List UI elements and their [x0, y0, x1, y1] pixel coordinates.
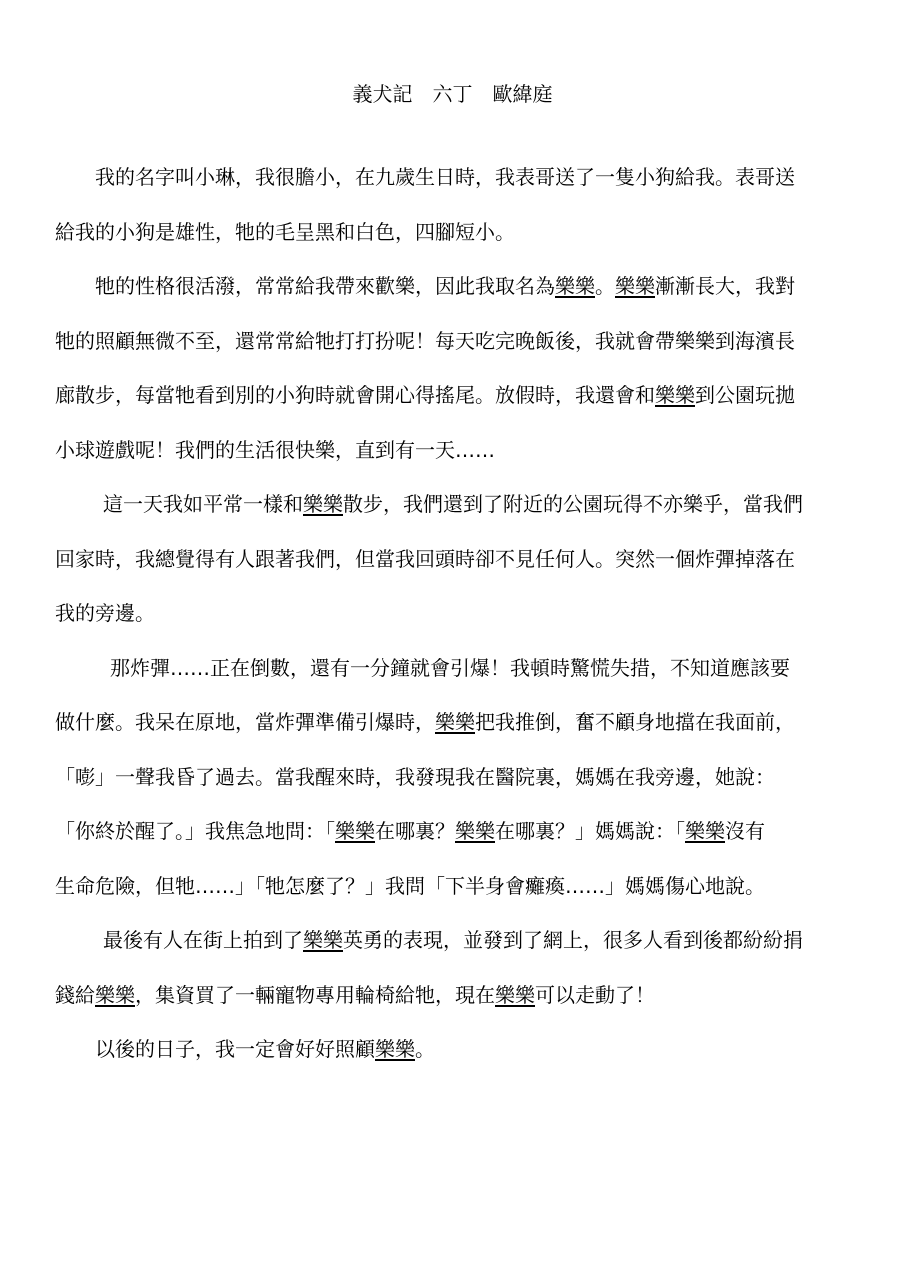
text-line	[55, 599, 155, 627]
text-line	[55, 327, 795, 355]
underlined-name: 樂樂	[303, 928, 343, 952]
text-run: 給我的小狗是雄性，牠的毛呈黑和白色，四腳短小。	[55, 220, 515, 244]
essay-title: 義犬記 六丁 歐緯庭	[352, 82, 553, 106]
text-run: 最後有人在街上拍到了	[103, 928, 303, 952]
text-run: 在哪裏？	[375, 819, 455, 843]
text-run: 把我推倒，奮不顧身地擋在我面前，	[475, 710, 795, 734]
text-run: ，集資買了一輛寵物專用輪椅給牠，現在	[135, 983, 495, 1007]
underlined-name: 樂樂	[455, 819, 495, 843]
text-line	[55, 218, 515, 246]
text-run: 散步，我們還到了附近的公園玩得不亦樂乎，當我們	[343, 492, 803, 516]
text-run: 到公園玩拋	[695, 383, 795, 407]
text-line	[55, 872, 765, 900]
text-line	[55, 926, 803, 954]
underlined-name: 樂樂	[335, 819, 375, 843]
text-run: 沒有	[725, 819, 765, 843]
text-line	[55, 981, 655, 1009]
text-run: 小球遊戲呢！我們的生活很快樂，直到有一天……	[55, 438, 495, 462]
text-run: 。	[415, 1037, 435, 1061]
text-line	[55, 272, 795, 300]
text-run: 以後的日子，我一定會好好照顧	[95, 1037, 375, 1061]
text-line	[55, 545, 795, 573]
text-line	[55, 1035, 435, 1063]
text-line	[55, 490, 803, 518]
text-run: 我的名字叫小琳，我很膽小，在九歲生日時，我表哥送了一隻小狗給我。表哥送	[95, 165, 795, 189]
text-run: 生命危險，但牠……」「牠怎麼了？」我問「下半身會癱瘓……」媽媽傷心地說。	[55, 874, 765, 898]
text-run: 可以走動了！	[535, 983, 655, 1007]
text-run: 做什麼。我呆在原地，當炸彈準備引爆時，	[55, 710, 435, 734]
text-line	[55, 763, 775, 791]
underlined-name: 樂樂	[655, 383, 695, 407]
underlined-name: 樂樂	[95, 983, 135, 1007]
text-run: 錢給	[55, 983, 95, 1007]
text-line	[55, 381, 795, 409]
text-run: 牠的照顧無微不至，還常常給牠打打扮呢！每天吃完晚飯後，我就會帶樂樂到海濱長	[55, 329, 795, 353]
text-run: 漸漸長大，我對	[655, 274, 795, 298]
underlined-name: 樂樂	[435, 710, 475, 734]
text-run: 在哪裏？」媽媽說：「	[495, 819, 685, 843]
text-line	[55, 436, 495, 464]
text-run: 英勇的表現，並發到了網上，很多人看到後都紛紛捐	[343, 928, 803, 952]
underlined-name: 樂樂	[303, 492, 343, 516]
underlined-name: 樂樂	[495, 983, 535, 1007]
text-line	[55, 708, 795, 736]
text-run: 牠的性格很活潑，常常給我帶來歡樂，因此我取名為	[95, 274, 555, 298]
text-run: 回家時，我總覺得有人跟著我們，但當我回頭時卻不見任何人。突然一個炸彈掉落在	[55, 547, 795, 571]
text-run: 那炸彈……正在倒數，還有一分鐘就會引爆！我頓時驚慌失措，不知道應該要	[110, 656, 790, 680]
text-run: 「嘭」一聲我昏了過去。當我醒來時，我發現我在醫院裏，媽媽在我旁邊，她說：	[55, 765, 775, 789]
text-run: 我的旁邊。	[55, 601, 155, 625]
text-line	[55, 163, 795, 191]
text-run: 廊散步，每當牠看到別的小狗時就會開心得搖尾。放假時，我還會和	[55, 383, 655, 407]
underlined-name: 樂樂	[615, 274, 655, 298]
text-line	[55, 654, 790, 682]
text-run: 這一天我如平常一樣和	[103, 492, 303, 516]
underlined-name: 樂樂	[555, 274, 595, 298]
underlined-name: 樂樂	[685, 819, 725, 843]
text-line	[55, 817, 765, 845]
underlined-name: 樂樂	[375, 1037, 415, 1061]
text-run: 。	[595, 274, 615, 298]
text-run: 「你終於醒了。」我焦急地問：「	[55, 819, 335, 843]
